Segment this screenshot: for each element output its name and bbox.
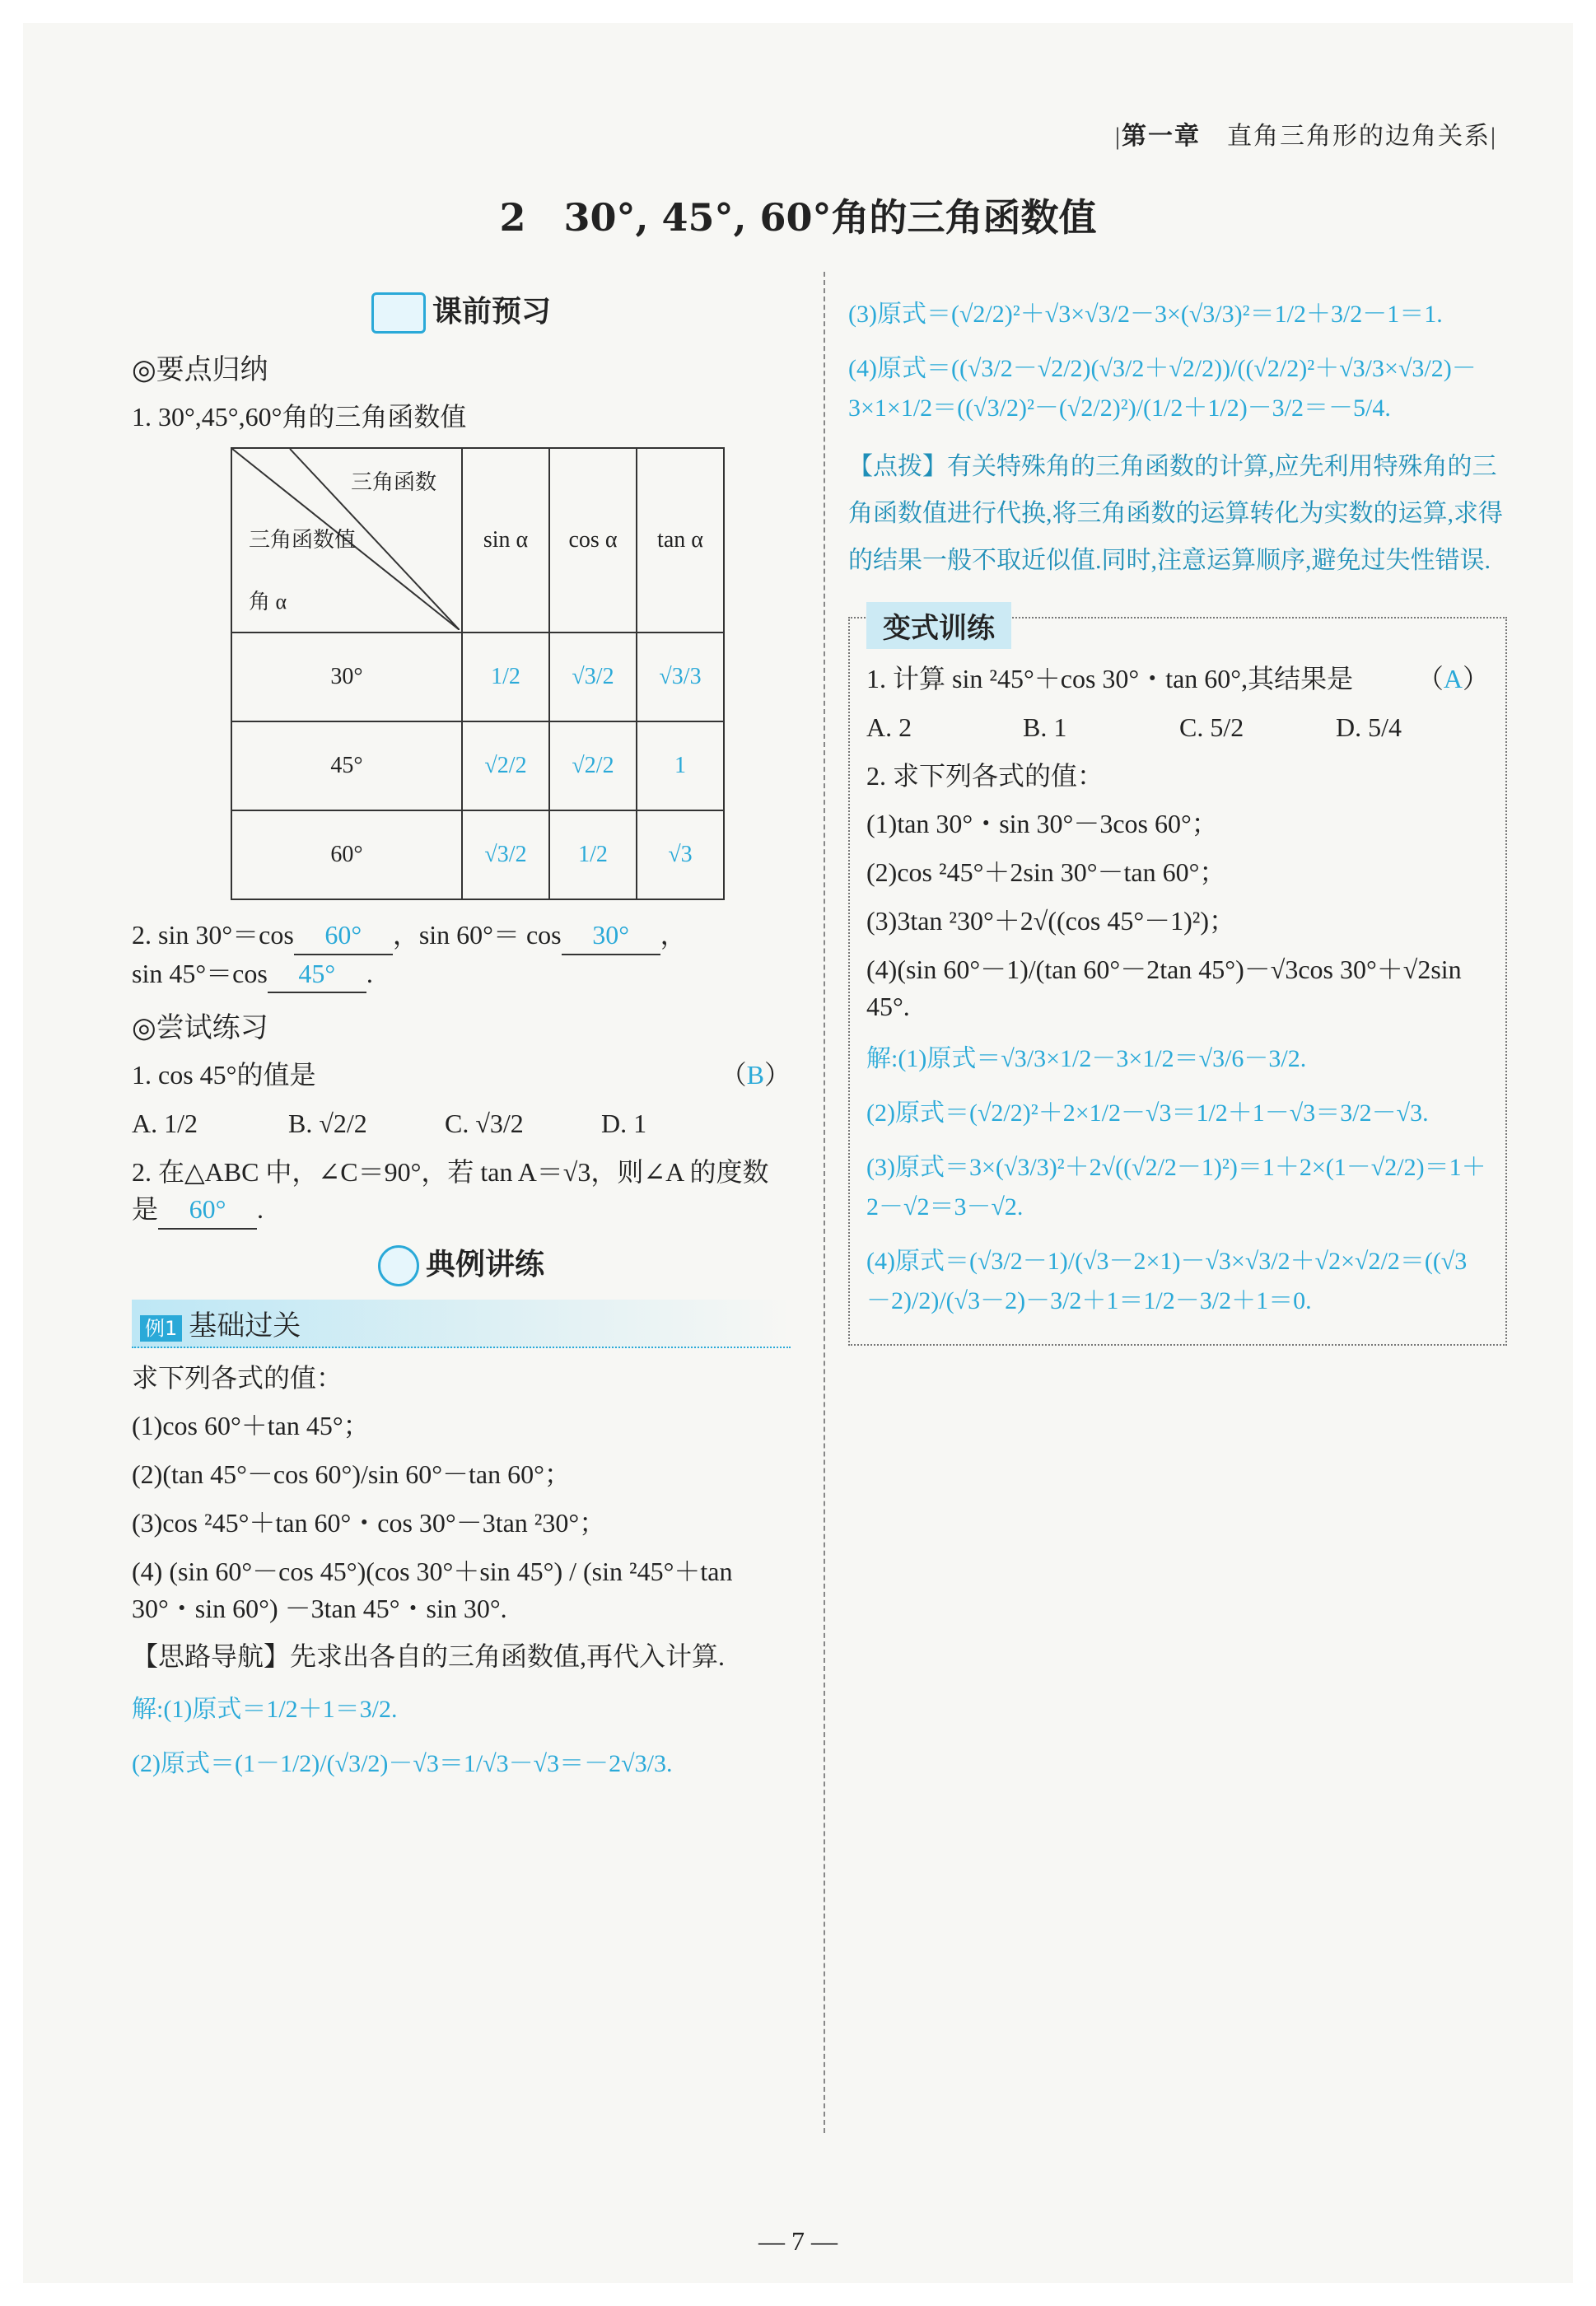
left-column — [132, 280, 791, 1799]
column-divider — [824, 272, 825, 2133]
diag-top-label: 三角函数 — [350, 469, 436, 494]
table-cell: 1/2 — [462, 633, 549, 721]
book-icon — [371, 292, 426, 334]
table-cell: √2/2 — [462, 721, 549, 810]
right-column — [848, 280, 1507, 1346]
trig-table — [231, 447, 725, 900]
page-title: 2 30°, 45°, 60°角的三角函数值 — [499, 195, 1097, 240]
variant-answer-4: (4)原式＝(√3/2－1)/(√3－2×1)－√3×√3/2＋√2×√2/2＝((√3－2)/2)/(√3－2)－3/2＋1＝1/2－3/2＋1＝0. — [866, 1248, 1468, 1315]
chapter-header: |第一章 直角三角形的边角关系| — [1114, 122, 1497, 151]
example-q1: (1)cos 60°＋tan 45°； — [132, 1411, 370, 1441]
example-bar: 例1 基础过关 — [132, 1300, 791, 1348]
diag-mid-label: 三角函数值 — [249, 527, 357, 552]
variant-q1: 1. 计算 sin ²45°＋cos 30°・tan 60°,其结果是 （A） — [866, 664, 1489, 693]
variant-q2-4: (4)(sin 60°－1)/(tan 60°－2tan 45°)－√3cos 30°＋√2sin 45°. — [866, 954, 1462, 1021]
key-points-label: ◎要点归纳 — [132, 353, 268, 386]
example-q3: (3)cos ²45°＋tan 60°・cos 30°－3tan ²30°； — [132, 1507, 606, 1538]
col-header: cos α — [549, 448, 637, 633]
variant-training-box — [848, 612, 1507, 1346]
row-angle: 60° — [231, 810, 462, 899]
table-cell: 1 — [637, 721, 724, 810]
table-cell: √2/2 — [549, 721, 637, 810]
example-hint: 【思路导航】先求出各自的三角函数值,再代入计算. — [132, 1641, 726, 1672]
example-q2: (2)(tan 45°－cos 60°)/sin 60°－tan 60°； — [132, 1459, 571, 1490]
item-1: 1. 30°,45°,60°角的三角函数值 — [132, 402, 467, 432]
row-angle: 45° — [231, 721, 462, 810]
variant-q2-1: (1)tan 30°・sin 30°－3cos 60°； — [866, 809, 1218, 839]
solution-2: (2)原式＝(1－1/2)/(√3/2)－√3＝1/√3－√3＝－2√3/3. — [132, 1750, 673, 1778]
practice-q1: 1. cos 45°的值是 （B） — [132, 1060, 791, 1090]
table-cell: √3 — [637, 810, 724, 899]
practice-label: ◎尝试练习 — [132, 1011, 268, 1045]
row-angle: 30° — [231, 633, 462, 721]
solution-3: (3)原式＝(√2/2)²＋√3×√3/2－3×(√3/3)²＝1/2＋3/2－1＝1. — [848, 301, 1443, 328]
diag-bottom-label: 角 α — [249, 589, 287, 614]
variant-q2: 2. 求下列各式的值： — [866, 760, 1104, 791]
variant-q1-options: A. 2 B. 1 C. 5/2 D. 5/4 — [866, 712, 1402, 742]
variant-training-title: 变式训练 — [866, 602, 1011, 649]
variant-answer-2: (2)原式＝(√2/2)²＋2×1/2－√3＝1/2＋1－√3＝3/2－√3. — [866, 1099, 1429, 1127]
col-header: tan α — [637, 448, 724, 633]
variant-answer-3: (3)原式＝3×(√3/3)²＋2√((√2/2－1)²)＝1＋2×(1－√2/2)＝1＋2－√2＝3－√2. — [866, 1154, 1486, 1221]
practice-q2: 2. 在△ABC 中，∠C＝90°，若 tan A＝√3，则∠A 的度数是 60° . — [132, 1154, 791, 1230]
section-heading-preview: 课前预习 — [132, 288, 791, 334]
microphone-icon — [378, 1245, 419, 1286]
section-heading-examples: 典例讲练 — [132, 1241, 791, 1286]
page-number: — 7 — — [758, 2226, 838, 2256]
table-diagonal-header — [231, 448, 462, 633]
example-prompt: 求下列各式的值： — [132, 1362, 343, 1393]
tip-note: 【点拨】有关特殊角的三角函数的计算,应先利用特殊角的三角函数值进行代换,将三角函数的运算转化为实数的运算,求得的结果一般不取近似值.同时,注意运算顺序,避免过失性错误. — [848, 453, 1503, 574]
variant-q2-2: (2)cos ²45°＋2sin 30°－tan 60°； — [866, 857, 1226, 888]
item-2: 2. sin 30°＝cos 60° ，sin 60°＝ cos 30° ， sin 45°＝cos 45° . — [132, 917, 791, 994]
table-cell: √3/3 — [637, 633, 724, 721]
table-cell: √3/2 — [462, 810, 549, 899]
col-header: sin α — [462, 448, 549, 633]
table-cell: √3/2 — [549, 633, 637, 721]
practice-q1-options: A. 1/2 B. √2/2 C. √3/2 D. 1 — [132, 1109, 647, 1139]
table-cell: 1/2 — [549, 810, 637, 899]
solution-4: (4)原式＝((√3/2－√2/2)(√3/2＋√2/2))/((√2/2)²＋√3/3×√3/2)－3×1×1/2＝((√3/2)²－(√2/2)²)/(1/2＋1/2)－3/2＝－5/4. — [848, 355, 1477, 422]
solution-1: 解:(1)原式＝1/2＋1＝3/2. — [132, 1696, 398, 1724]
variant-q2-3: (3)3tan ²30°＋2√((cos 45°－1)²)； — [866, 905, 1236, 936]
example-q4: (4) (sin 60°－cos 45°)(cos 30°＋sin 45°) / (sin ²45°＋tan 30°・sin 60°) －3tan 45°・sin 30°. — [132, 1556, 733, 1623]
variant-answer-1: 解:(1)原式＝√3/3×1/2－3×1/2＝√3/6－3/2. — [866, 1045, 1307, 1073]
